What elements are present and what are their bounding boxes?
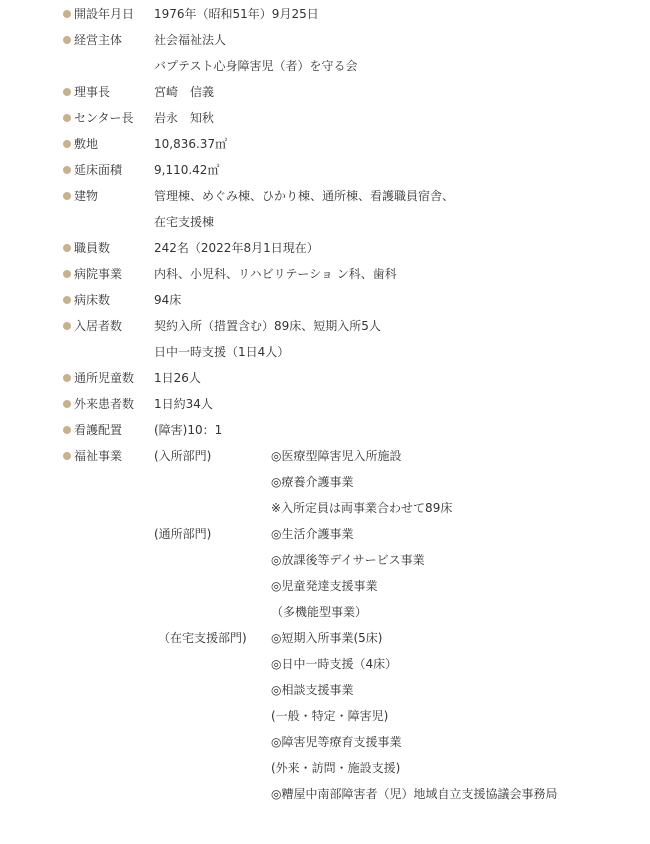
welfare-item: ◎障害児等療育支援事業 <box>271 735 402 749</box>
row-buildings <box>0 184 650 210</box>
row-value: 1976年（昭和51年）9月25日 <box>154 7 319 21</box>
row-buildings-cont <box>0 210 650 236</box>
row-value: 9,110.42㎡ <box>154 163 220 177</box>
row-beds <box>0 288 650 314</box>
row-outpatients <box>0 392 650 418</box>
bullet-icon <box>63 400 71 408</box>
welfare-line <box>0 522 650 548</box>
welfare-item: ◎糟屋中南部障害者（児）地域自立支援協議会事務局 <box>271 787 558 801</box>
welfare-note: ※入所定員は両事業合わせて89床 <box>271 501 453 515</box>
row-label: 職員数 <box>74 241 111 255</box>
welfare-line <box>0 626 650 652</box>
row-floor-area <box>0 158 650 184</box>
welfare-item: ◎相談支援事業 <box>271 683 354 697</box>
welfare-item: ◎医療型障害児入所施設 <box>271 449 402 463</box>
row-value: 242名（2022年8月1日現在） <box>154 241 319 255</box>
row-day-children <box>0 366 650 392</box>
row-value: 契約入所（措置含む）89床、短期入所5人 <box>154 319 381 333</box>
welfare-line <box>0 678 650 704</box>
row-site-area <box>0 132 650 158</box>
welfare-item: ◎放課後等デイサービス事業 <box>271 553 425 567</box>
bullet-icon <box>63 36 71 44</box>
row-label: 開設年月日 <box>74 7 135 21</box>
bullet-icon <box>63 322 71 330</box>
welfare-item: ◎児童発達支援事業 <box>271 579 378 593</box>
row-staff <box>0 236 650 262</box>
row-label: 建物 <box>74 189 99 203</box>
row-value: 管理棟、めぐみ棟、ひかり棟、通所棟、看護職員宿舎、 <box>154 189 455 203</box>
row-value: 日中一時支援（1日4人） <box>154 345 290 359</box>
row-value: (障害)10：1 <box>154 423 223 437</box>
bullet-icon <box>63 88 71 96</box>
row-label: 看護配置 <box>74 423 123 437</box>
row-label: 理事長 <box>74 85 111 99</box>
row-value: 在宅支援棟 <box>154 215 215 229</box>
welfare-line <box>0 548 650 574</box>
row-value: 10,836.37㎡ <box>154 137 228 151</box>
bullet-icon <box>63 192 71 200</box>
row-hospital <box>0 262 650 288</box>
bullet-icon <box>63 296 71 304</box>
welfare-line <box>0 756 650 782</box>
row-label: センター長 <box>74 111 134 125</box>
row-operator <box>0 28 650 54</box>
row-value: 1日約34人 <box>154 397 213 411</box>
welfare-item: (一般・特定・障害児) <box>271 709 389 723</box>
welfare-line <box>0 730 650 756</box>
row-nursing <box>0 418 650 444</box>
row-label: 外来患者数 <box>74 397 135 411</box>
department-name: (通所部門) <box>154 527 212 541</box>
row-label: 病院事業 <box>74 267 123 281</box>
welfare-item: ◎短期入所事業(5床) <box>271 631 383 645</box>
row-value: 社会福祉法人 <box>154 33 227 47</box>
welfare-line <box>0 704 650 730</box>
row-value: バプテスト心身障害児（者）を守る会 <box>154 59 358 73</box>
row-value: 1日26人 <box>154 371 201 385</box>
bullet-icon <box>63 374 71 382</box>
row-director <box>0 106 650 132</box>
row-chairman <box>0 80 650 106</box>
bullet-icon <box>63 244 71 252</box>
row-residents-cont <box>0 340 650 366</box>
welfare-line <box>0 652 650 678</box>
row-label: 敷地 <box>74 137 99 151</box>
welfare-item: （多機能型事業） <box>271 605 368 619</box>
bullet-icon <box>63 166 71 174</box>
bullet-icon <box>63 140 71 148</box>
department-name: (入所部門) <box>154 449 212 463</box>
welfare-line <box>0 600 650 626</box>
row-label: 入居者数 <box>74 319 123 333</box>
row-label: 病床数 <box>74 293 111 307</box>
row-label: 通所児童数 <box>74 371 135 385</box>
bullet-icon <box>63 452 71 460</box>
row-residents <box>0 314 650 340</box>
row-label: 福祉事業 <box>74 449 123 463</box>
welfare-item: (外来・訪問・施設支援) <box>271 761 401 775</box>
row-value: 岩永 知秋 <box>154 111 215 125</box>
welfare-line <box>0 782 650 808</box>
row-value: 内科、小児科、リハビリテーショ ン科、歯科 <box>154 267 397 281</box>
bullet-icon <box>63 426 71 434</box>
bullet-icon <box>63 270 71 278</box>
welfare-item: ◎療養介護事業 <box>271 475 354 489</box>
bullet-icon <box>63 10 71 18</box>
welfare-line <box>0 470 650 496</box>
row-opening-date <box>0 2 650 28</box>
row-welfare <box>0 444 650 470</box>
row-value: 宮崎 信義 <box>154 85 215 99</box>
row-label: 経営主体 <box>74 33 123 47</box>
department-name: （在宅支援部門) <box>158 631 247 645</box>
row-label: 延床面積 <box>74 163 123 177</box>
welfare-item: ◎生活介護事業 <box>271 527 354 541</box>
row-value: 94床 <box>154 293 182 307</box>
welfare-line <box>0 496 650 522</box>
welfare-line <box>0 574 650 600</box>
welfare-item: ◎日中一時支援（4床） <box>271 657 398 671</box>
bullet-icon <box>63 114 71 122</box>
row-operator-cont <box>0 54 650 80</box>
